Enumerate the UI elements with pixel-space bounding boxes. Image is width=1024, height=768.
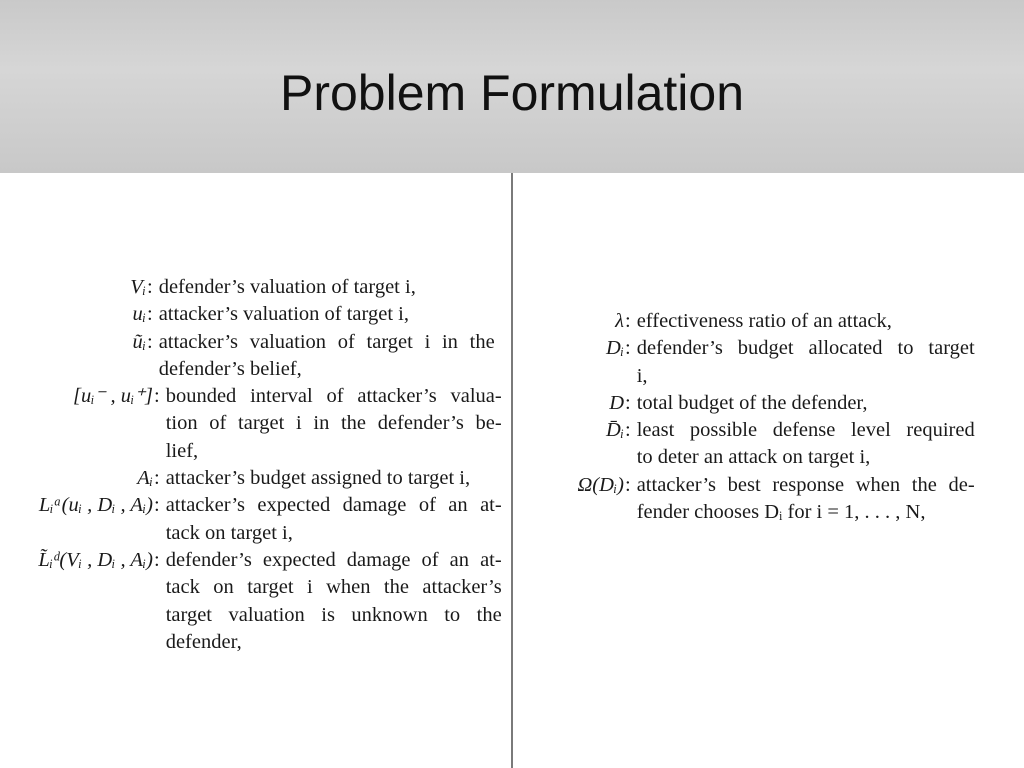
definition-text	[637, 390, 975, 417]
definition-line: attacker’s expected damage of an at-	[165, 494, 502, 517]
definition-line: defender’s expected damage of an at-	[165, 548, 502, 571]
colon-separator: :	[625, 310, 631, 332]
colon-separator: :	[154, 467, 160, 490]
definition-text	[166, 492, 502, 547]
definition-symbol: Ω(Dᵢ)	[577, 473, 624, 496]
definition-text	[166, 547, 502, 656]
definition-line: least possible defense level required	[636, 419, 975, 442]
definition-text	[166, 383, 502, 465]
definition-item	[540, 390, 975, 417]
right-definitions-list	[540, 308, 975, 526]
definition-line: attacker’s valuation of target i,	[158, 303, 409, 326]
definition-line: effectiveness ratio of an attack,	[636, 310, 892, 332]
colon-separator: :	[154, 494, 160, 517]
definition-symbol: uᵢ	[132, 303, 146, 326]
definition-text	[637, 472, 975, 527]
definition-line: target valuation is unknown to the	[165, 603, 502, 626]
definition-symbol: Vᵢ	[130, 276, 146, 298]
definition-item	[540, 335, 975, 390]
definition-line: attacker’s valuation of target i in the	[158, 330, 495, 353]
definition-symbol: L̃ᵢᵈ(Vᵢ , Dᵢ , Aᵢ)	[38, 548, 153, 571]
definition-line: defender’s valuation of target i,	[158, 276, 416, 298]
definition-line: defender,	[165, 630, 242, 653]
definition-item	[540, 472, 975, 527]
definition-item	[0, 383, 502, 465]
colon-separator: :	[154, 548, 160, 571]
definition-item	[540, 308, 975, 335]
definition-symbol: Aᵢ	[137, 467, 153, 490]
left-definitions-list	[0, 274, 502, 656]
definition-line: attacker’s budget assigned to target i,	[165, 467, 471, 490]
definition-text	[166, 465, 502, 492]
definition-symbol: Lᵢᵃ(uᵢ , Dᵢ , Aᵢ)	[38, 494, 153, 517]
definition-line: total budget of the defender,	[636, 391, 868, 414]
definition-symbol: D̄ᵢ	[605, 419, 624, 442]
definition-line: fender chooses Dᵢ for i = 1, . . . , N,	[636, 501, 926, 524]
slide-header	[0, 0, 1024, 173]
definition-line: tack on target i,	[165, 521, 293, 544]
definition-line: lief,	[165, 439, 199, 462]
definition-symbol: Dᵢ	[605, 337, 624, 360]
definition-line: attacker’s best response when the de-	[636, 473, 975, 496]
definition-text	[159, 274, 495, 301]
definition-item	[540, 417, 975, 472]
definition-line: bounded interval of attacker’s valua-	[165, 385, 502, 408]
definition-text	[637, 335, 975, 390]
colon-separator: :	[147, 303, 153, 326]
definition-symbol: [uᵢ⁻ , uᵢ⁺]	[73, 385, 153, 408]
definition-item	[0, 465, 502, 492]
definition-item	[0, 329, 502, 384]
column-divider	[511, 173, 513, 768]
colon-separator: :	[625, 391, 631, 414]
definition-symbol: ũᵢ	[132, 330, 146, 353]
colon-separator: :	[154, 385, 160, 408]
definition-line: i,	[636, 364, 648, 387]
definition-line: defender’s belief,	[158, 357, 302, 380]
definition-text	[637, 417, 975, 472]
definition-item	[0, 547, 502, 656]
definition-line: tion of target i in the defender’s be-	[165, 412, 502, 435]
colon-separator: :	[147, 330, 153, 353]
definition-line: tack on target i when the attacker’s	[165, 576, 502, 599]
definition-symbol: D	[609, 391, 624, 414]
definition-item	[0, 301, 502, 328]
definition-line: defender’s budget allocated to target	[636, 337, 975, 360]
definition-symbol: λ	[615, 310, 624, 332]
colon-separator: :	[625, 419, 631, 442]
colon-separator: :	[625, 473, 631, 496]
slide-title: Problem Formulation	[279, 65, 745, 121]
colon-separator: :	[147, 276, 153, 298]
definition-line: to deter an attack on target i,	[636, 446, 871, 469]
definition-text	[159, 301, 495, 328]
definition-item	[0, 274, 502, 301]
definition-text	[159, 329, 495, 384]
definition-item	[0, 492, 502, 547]
definition-text	[637, 308, 975, 335]
colon-separator: :	[625, 337, 631, 360]
